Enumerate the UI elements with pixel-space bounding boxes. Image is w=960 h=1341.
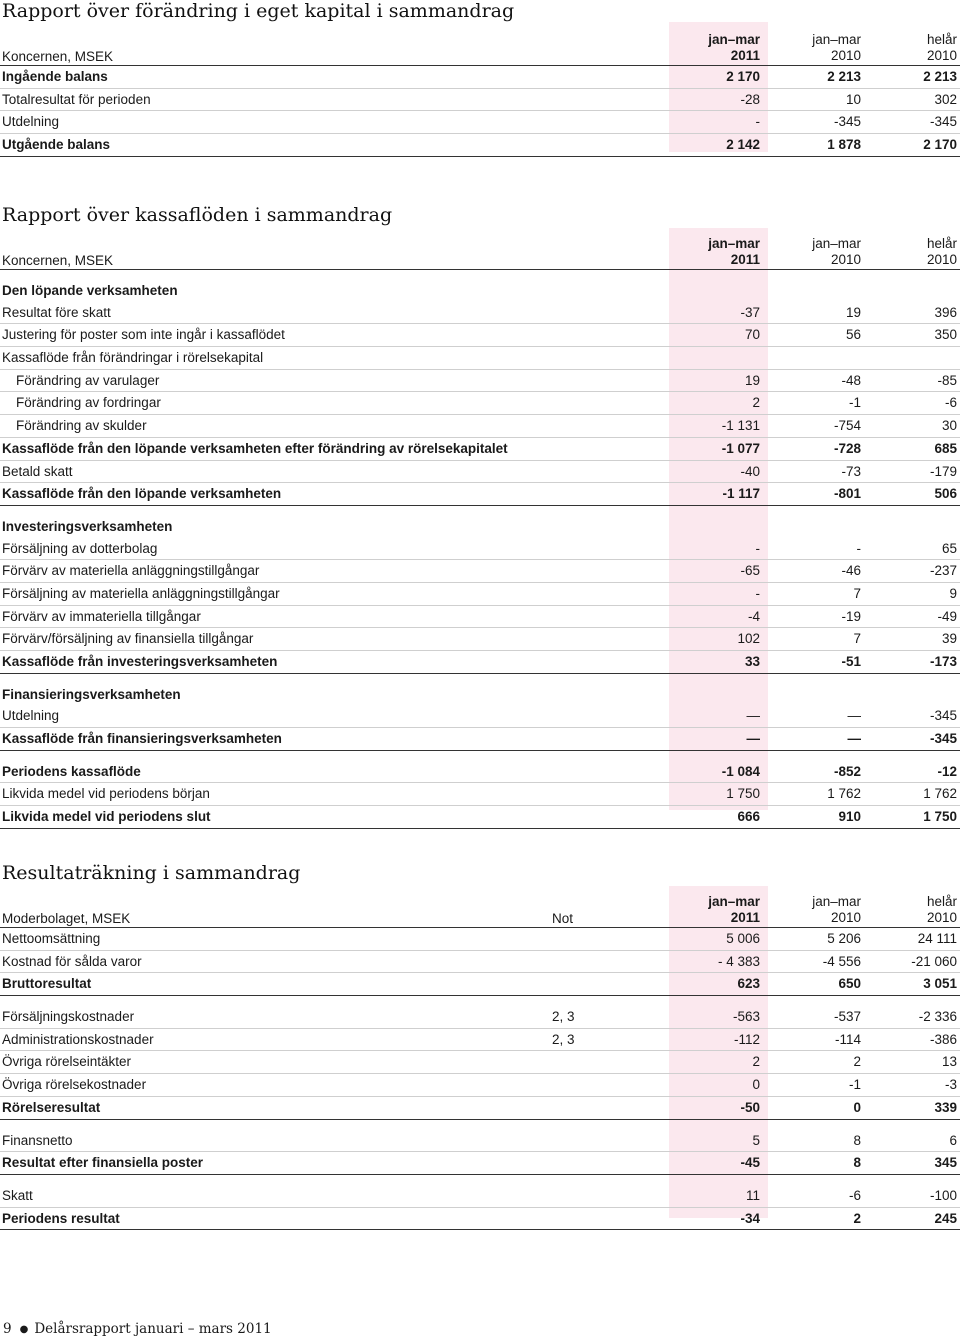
row-value: -51 (841, 654, 861, 669)
table-row (0, 583, 960, 606)
row-value: -801 (833, 486, 861, 502)
header-period: helår (926, 32, 957, 47)
row-value: 7 (853, 585, 861, 601)
table-row (0, 461, 960, 484)
row-value: 2 170 (726, 69, 760, 84)
header-year: 2010 (830, 910, 861, 925)
header-note: Not (552, 911, 574, 926)
row-label: Den löpande verksamheten (2, 283, 178, 298)
row-value: 24 111 (917, 931, 957, 946)
row-value: -112 (733, 1031, 760, 1047)
header-period: jan–mar (812, 894, 861, 909)
row-value: -237 (929, 563, 957, 579)
header-year: 2011 (730, 252, 760, 267)
table-header (0, 894, 960, 928)
header-col-2 (812, 894, 861, 926)
row-label: Finansnetto (2, 1132, 73, 1148)
row-value: 2 170 (923, 137, 957, 153)
table-row (0, 628, 960, 651)
row-value: - 4 383 (717, 953, 760, 969)
row-value: -1 (848, 1077, 861, 1093)
table-header (0, 236, 960, 270)
row-label: Kassaflöde från den löpande verksamheten efter förändring av rörelsekapitalet (2, 440, 508, 456)
row-value: 506 (934, 486, 957, 502)
bullet-icon: ● (19, 1324, 29, 1335)
row-value: -12 (937, 763, 957, 779)
row-value: 8 (853, 1132, 861, 1148)
table-row (0, 606, 960, 629)
row-value: 1 878 (827, 137, 861, 153)
table-row (0, 538, 960, 561)
table-row (0, 1152, 960, 1175)
row-value: 5 206 (827, 931, 861, 946)
row-value: -46 (841, 563, 861, 579)
table-row (0, 370, 960, 393)
table-row (0, 1051, 960, 1074)
row-value: 666 (737, 809, 760, 825)
row-label: Utgående balans (2, 137, 111, 153)
row-value: 7 (853, 631, 861, 647)
header-col-1 (708, 236, 760, 268)
table-row (0, 1185, 960, 1208)
row-value: 685 (934, 440, 957, 456)
row-value: 1 750 (726, 786, 760, 802)
header-period: jan–mar (812, 236, 861, 251)
row-value: 396 (934, 304, 957, 320)
row-label: Resultat före skatt (2, 304, 111, 320)
row-value: -50 (740, 1099, 760, 1115)
table-row (0, 516, 960, 538)
row-value: 19 (744, 372, 760, 388)
row-label: Övriga rörelsekostnader (2, 1077, 147, 1093)
row-value: -37 (740, 304, 760, 320)
row-label: Förvärv/försäljning av finansiella tillgångar (2, 631, 254, 647)
equity-table (0, 32, 960, 157)
header-col-1 (708, 32, 760, 64)
row-value: -4 (747, 608, 760, 624)
table-row (0, 783, 960, 806)
row-value: -173 (929, 654, 957, 669)
header-year: 2010 (926, 252, 957, 267)
header-label: Koncernen, MSEK (2, 253, 114, 268)
row-value: -34 (740, 1210, 760, 1226)
table-row (0, 728, 960, 751)
row-value: -1 117 (722, 486, 760, 502)
row-value: 2 142 (726, 137, 760, 153)
row-label: Försäljningskostnader (2, 1009, 135, 1025)
income-title: Resultaträkning i sammandrag (2, 862, 301, 884)
row-value: -345 (929, 114, 957, 130)
table-row (0, 280, 960, 302)
row-label: Förändring av varulager (16, 372, 160, 388)
row-label: Förvärv av materiella anläggningstillgångar (2, 563, 260, 579)
row-value: -49 (937, 608, 957, 624)
row-label: Utdelning (2, 708, 60, 724)
row-value: 65 (941, 540, 957, 556)
row-value: -40 (740, 463, 760, 479)
table-row (0, 761, 960, 784)
row-value: -6 (944, 395, 957, 411)
table-row (0, 438, 960, 461)
row-value: -3 (944, 1077, 957, 1093)
header-col-1 (708, 894, 760, 926)
row-note: 2, 3 (552, 1031, 575, 1047)
row-label: Likvida medel vid periodens slut (2, 809, 211, 825)
equity-title: Rapport över förändring i eget kapital i sammandrag (2, 0, 515, 22)
table-row (0, 347, 960, 370)
row-value: -1 077 (721, 440, 760, 456)
header-label: Koncernen, MSEK (2, 49, 114, 64)
row-value: -728 (833, 440, 861, 456)
header-col-2 (812, 32, 861, 64)
row-label: Kostnad för sålda varor (2, 953, 142, 969)
row-value: 5 (752, 1132, 760, 1148)
row-value: - (755, 114, 760, 130)
table-row (0, 324, 960, 347)
header-year: 2010 (830, 252, 861, 267)
row-label: Resultat efter finansiella poster (2, 1155, 204, 1171)
row-value: 2 213 (827, 69, 861, 84)
row-value: -345 (929, 708, 957, 724)
table-row (0, 951, 960, 974)
row-value: - (755, 540, 760, 556)
row-note: 2, 3 (552, 1009, 575, 1025)
row-value: — (746, 708, 760, 724)
row-value: 6 (949, 1132, 957, 1148)
row-value: 2 (752, 1054, 760, 1070)
table-row (0, 705, 960, 728)
row-value: -21 060 (911, 953, 957, 969)
table-row (0, 806, 960, 829)
row-label: Kassaflöde från förändringar i rörelsekapital (2, 350, 264, 366)
row-value: 0 (752, 1077, 760, 1093)
table-row (0, 684, 960, 706)
row-value: -852 (833, 763, 861, 779)
header-year: 2010 (830, 48, 861, 63)
row-value: -114 (834, 1031, 861, 1047)
row-value: 5 006 (726, 931, 760, 946)
row-value: -100 (929, 1187, 957, 1203)
table-row (0, 1097, 960, 1120)
row-value: -48 (841, 372, 861, 388)
row-value: 10 (845, 91, 861, 107)
row-value: 70 (744, 327, 760, 343)
row-value: 1 750 (923, 809, 957, 825)
row-value: 910 (838, 809, 861, 825)
table-row (0, 928, 960, 951)
row-label: Finansieringsverksamheten (2, 686, 181, 702)
row-value: -73 (841, 463, 861, 479)
row-label: Bruttoresultat (2, 976, 92, 992)
header-period: helår (926, 236, 957, 251)
row-label: Kassaflöde från den löpande verksamheten (2, 486, 282, 502)
table-row (0, 415, 960, 438)
row-value: -754 (833, 418, 861, 434)
row-label: Totalresultat för perioden (2, 91, 151, 107)
row-value: -28 (740, 91, 760, 107)
row-label: Likvida medel vid periodens början (2, 786, 210, 802)
header-year: 2010 (926, 48, 957, 63)
row-label: Betald skatt (2, 463, 73, 479)
cashflow-title: Rapport över kassaflöden i sammandrag (2, 204, 393, 226)
row-label: Förändring av skulder (16, 418, 147, 434)
row-value: 350 (934, 327, 957, 343)
row-label: Administrationskostnader (2, 1031, 154, 1047)
header-period: jan–mar (708, 894, 760, 909)
row-value: 56 (845, 327, 861, 343)
row-value: -19 (841, 608, 861, 624)
row-value: 30 (941, 418, 957, 434)
row-value: -563 (732, 1009, 760, 1025)
row-value: - (755, 585, 760, 601)
row-label: Kassaflöde från investeringsverksamheten (2, 654, 278, 669)
row-value: — (746, 731, 760, 747)
row-value: -386 (929, 1031, 957, 1047)
table-row (0, 1130, 960, 1153)
row-value: 19 (845, 304, 861, 320)
row-value: -345 (833, 114, 861, 130)
row-value: -6 (848, 1187, 861, 1203)
header-col-3 (927, 894, 957, 926)
row-value: -179 (929, 463, 957, 479)
row-value: 2 213 (923, 69, 957, 84)
table-row (0, 1208, 960, 1231)
row-value: -345 (929, 731, 957, 747)
row-value: 102 (737, 631, 760, 647)
header-col-2 (812, 236, 861, 268)
row-label: Ingående balans (2, 69, 108, 84)
row-label: Förändring av fordringar (16, 395, 161, 411)
row-value: -45 (740, 1155, 760, 1171)
header-label: Moderbolaget, MSEK (2, 911, 131, 926)
header-year: 2011 (730, 910, 760, 925)
table-row (0, 973, 960, 996)
row-value: 1 762 (827, 786, 861, 802)
row-value: 2 (853, 1210, 861, 1226)
report-title: Delårsrapport januari – mars 2011 (34, 1321, 272, 1337)
table-row (0, 651, 960, 674)
row-value: 245 (934, 1210, 957, 1226)
table-row (0, 560, 960, 583)
row-value: 345 (934, 1155, 957, 1171)
table-row (0, 1074, 960, 1097)
page-footer (3, 1321, 272, 1337)
table-row (0, 134, 960, 157)
row-value: 339 (934, 1099, 957, 1115)
row-label: Övriga rörelseintäkter (2, 1054, 132, 1070)
row-label: Förvärv av immateriella tillgångar (2, 608, 201, 624)
row-value: — (847, 708, 861, 724)
row-value: -65 (740, 563, 760, 579)
row-value: -1 131 (721, 418, 760, 434)
header-col-3 (927, 32, 957, 64)
row-label: Skatt (2, 1187, 33, 1203)
row-value: 9 (949, 585, 957, 601)
table-row (0, 1029, 960, 1052)
row-value: -4 556 (822, 953, 861, 969)
row-value: 623 (737, 976, 760, 992)
row-label: Rörelseresultat (2, 1099, 101, 1115)
table-row (0, 483, 960, 506)
income-table (0, 894, 960, 1230)
header-year: 2010 (926, 910, 957, 925)
cashflow-table (0, 236, 960, 829)
table-row (0, 66, 960, 89)
row-label: Försäljning av dotterbolag (2, 540, 158, 556)
row-label: Utdelning (2, 114, 60, 130)
row-label: Kassaflöde från finansieringsverksamheten (2, 731, 282, 747)
row-value: -85 (937, 372, 957, 388)
row-value: 8 (853, 1155, 861, 1171)
row-label: Investeringsverksamheten (2, 518, 173, 534)
table-row (0, 392, 960, 415)
row-label: Justering för poster som inte ingår i kassaflödet (2, 327, 285, 343)
header-col-3 (927, 236, 957, 268)
table-row (0, 1006, 960, 1029)
row-value: 3 051 (923, 976, 957, 992)
row-value: 2 (853, 1054, 861, 1070)
table-row (0, 111, 960, 134)
row-value: - (856, 540, 861, 556)
header-period: jan–mar (708, 32, 760, 47)
row-value: -537 (833, 1009, 861, 1025)
header-period: jan–mar (708, 236, 760, 251)
row-label: Nettoomsättning (2, 931, 101, 946)
row-value: — (847, 731, 861, 747)
page-number: 9 (3, 1321, 12, 1337)
header-period: jan–mar (812, 32, 861, 47)
header-period: helår (926, 894, 957, 909)
row-value: -1 (848, 395, 861, 411)
row-value: 33 (744, 654, 760, 669)
row-label: Periodens kassaflöde (2, 763, 141, 779)
row-value: 13 (941, 1054, 957, 1070)
row-label: Periodens resultat (2, 1210, 120, 1226)
row-value: 2 (752, 395, 760, 411)
row-value: 302 (934, 91, 957, 107)
table-row (0, 302, 960, 325)
header-year: 2011 (730, 48, 760, 63)
row-value: 11 (745, 1187, 760, 1203)
row-value: 39 (941, 631, 957, 647)
table-row (0, 89, 960, 112)
row-value: 650 (838, 976, 861, 992)
row-label: Försäljning av materiella anläggningstillgångar (2, 585, 280, 601)
row-value: -2 336 (918, 1009, 957, 1025)
row-value: 0 (853, 1099, 861, 1115)
row-value: 1 762 (923, 786, 957, 802)
row-value: -1 084 (721, 763, 760, 779)
table-header (0, 32, 960, 66)
